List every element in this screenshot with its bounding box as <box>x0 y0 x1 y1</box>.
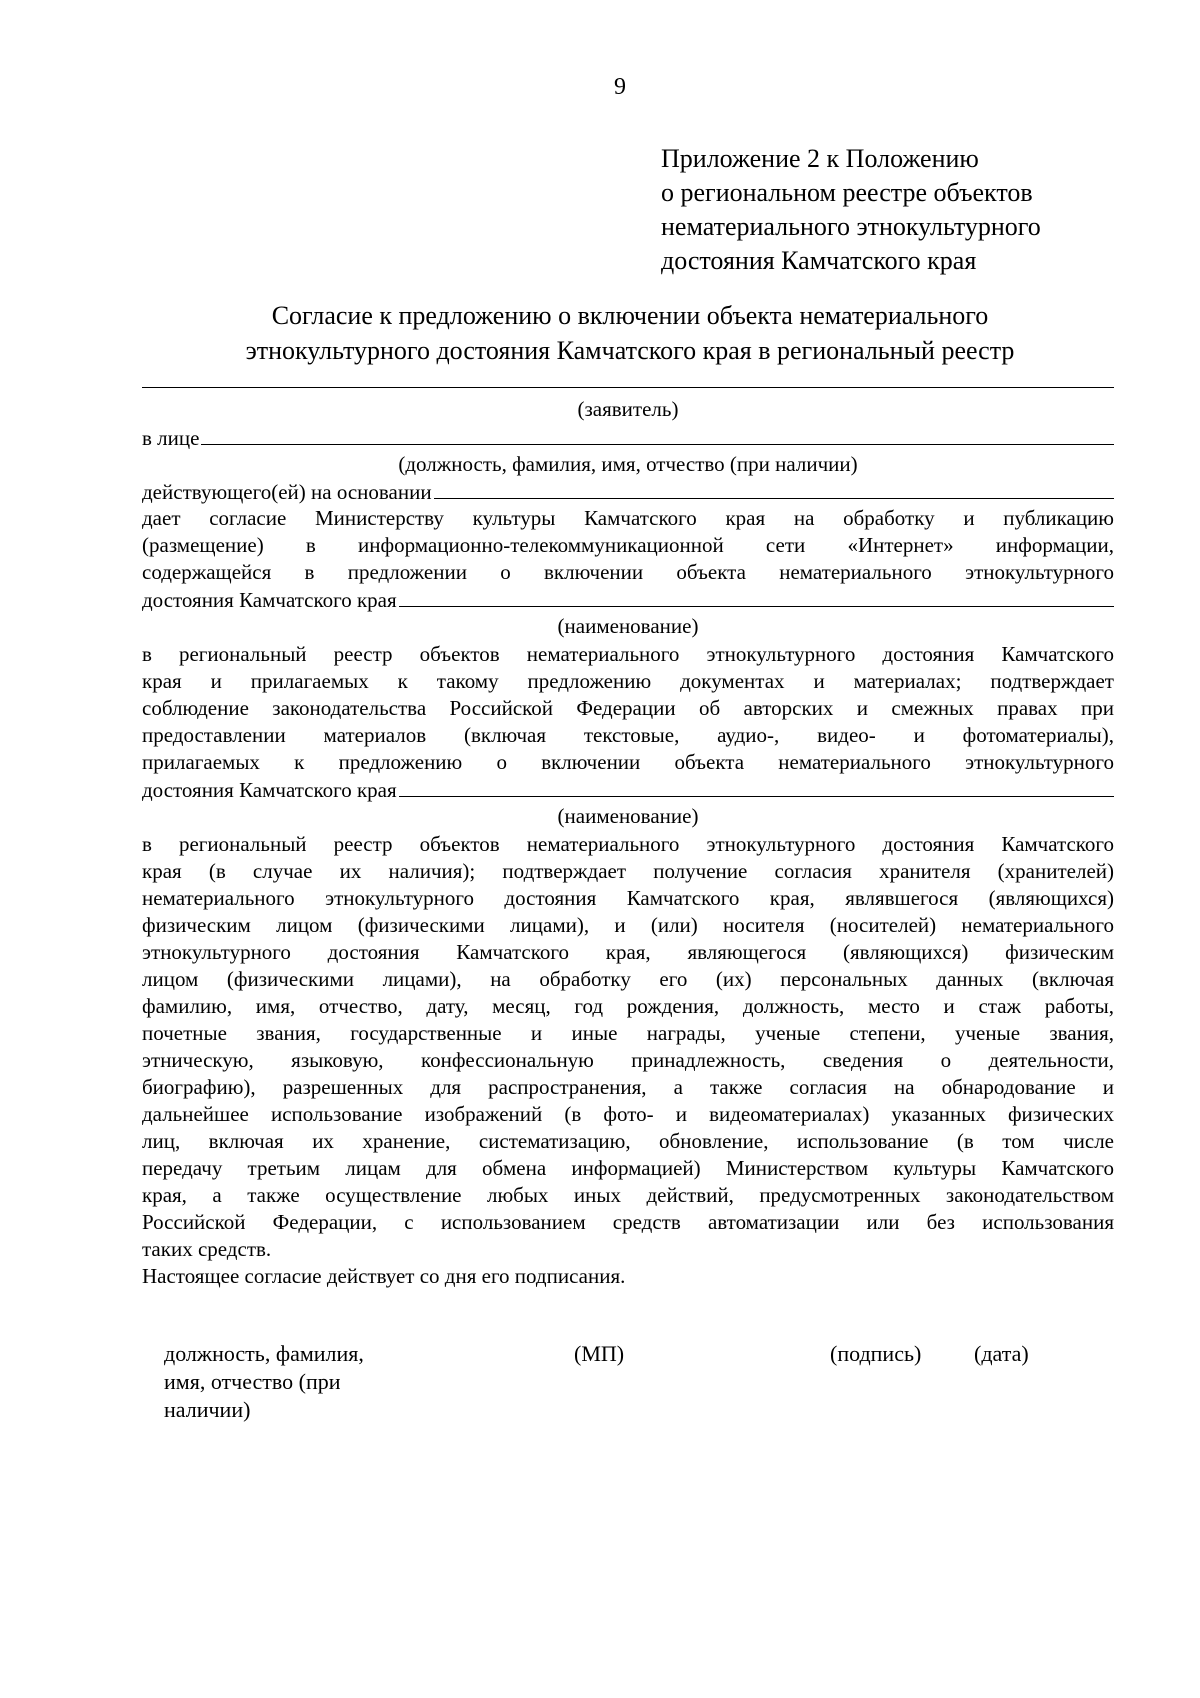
document-title <box>140 298 1120 368</box>
text-line: нематериального этнокультурного достояния Камчатского края, являвшегося (являющихся) <box>142 886 1114 910</box>
representative-field[interactable] <box>142 424 1114 452</box>
appendix-line: о региональном реестре объектов <box>661 178 1033 207</box>
name-caption: (наименование) <box>557 614 699 638</box>
text-line: этническую, языковую, конфессиональную принадлежность, сведения о деятельности, <box>142 1048 1114 1072</box>
signature-label: (подпись) <box>830 1341 922 1366</box>
stamp-label: (МП) <box>574 1341 625 1366</box>
basis-field[interactable] <box>142 478 1114 506</box>
text-line: прилагаемых к предложению о включении объекта нематериального этнокультурного <box>142 750 1114 774</box>
applicant-field-rule[interactable] <box>142 386 1114 388</box>
text-line: лиц, включая их хранение, систематизацию, обновление, использование (в том числе <box>142 1129 1114 1153</box>
appendix-line: Приложение 2 к Положению <box>661 144 979 173</box>
position-caption: (должность, фамилия, имя, отчество (при наличии) <box>398 452 858 476</box>
text-line: в региональный реестр объектов нематериального этнокультурного достояния Камчатского <box>142 832 1114 856</box>
appendix-line: нематериального этнокультурного <box>661 212 1041 241</box>
heritage-name-field-rule[interactable] <box>399 586 1114 607</box>
heritage-name-field-rule[interactable] <box>399 776 1114 797</box>
text-line: биографию), разрешенных для распространения, а также согласия на обнародование и <box>142 1075 1114 1099</box>
representative-field-rule[interactable] <box>201 424 1114 445</box>
text-line: таких средств. <box>142 1237 272 1261</box>
appendix-line: достояния Камчатского края <box>661 246 977 275</box>
text-line: дает согласие Министерству культуры Камчатского края на обработку и публикацию <box>142 506 1114 530</box>
text-line: фамилию, имя, отчество, дату, месяц, год рождения, должность, место и стаж работы, <box>142 994 1114 1018</box>
text-line: лицом (физическими лицами), на обработку его (их) персональных данных (включая <box>142 967 1114 991</box>
text-line: передачу третьим лицам для обмена информацией) Министерством культуры Камчатского <box>142 1156 1114 1180</box>
text-line: содержащейся в предложении о включении объекта нематериального этнокультурного <box>142 560 1114 584</box>
name-caption: (наименование) <box>557 804 699 828</box>
text-line: этнокультурного достояния Камчатского края, являющегося (являющихся) физическим <box>142 940 1114 964</box>
title-line: Согласие к предложению о включении объекта нематериального <box>271 301 989 330</box>
text-line: в региональный реестр объектов нематериального этнокультурного достояния Камчатского <box>142 642 1114 666</box>
heritage-label: достояния Камчатского края <box>142 588 397 612</box>
signature-line: наличии) <box>164 1397 251 1422</box>
text-line: Российской Федерации, с использованием средств автоматизации или без использования <box>142 1210 1114 1234</box>
applicant-caption: (заявитель) <box>577 397 679 421</box>
heritage-name-field[interactable] <box>142 586 1114 614</box>
appendix-header <box>661 142 1161 278</box>
page-number: 9 <box>614 74 626 100</box>
closing-statement: Настоящее согласие действует со дня его подписания. <box>142 1264 626 1288</box>
text-line: края и прилагаемых к такому предложению документах и материалах; подтверждает <box>142 669 1114 693</box>
signature-position-label <box>164 1340 364 1424</box>
text-line: соблюдение законодательства Российской Федерации об авторских и смежных правах при <box>142 696 1114 720</box>
date-label: (дата) <box>974 1341 1029 1366</box>
signature-line: должность, фамилия, <box>164 1341 364 1366</box>
text-line: дальнейшее использование изображений (в фото- и видеоматериалах) указанных физических <box>142 1102 1114 1126</box>
basis-label: действующего(ей) на основании <box>142 480 432 504</box>
representative-label: в лице <box>142 426 200 450</box>
text-line: предоставлении материалов (включая текстовые, аудио-, видео- и фотоматериалы), <box>142 723 1114 747</box>
title-line: этнокультурного достояния Камчатского края в региональный реестр <box>245 336 1015 365</box>
heritage-name-field-2[interactable] <box>142 776 1114 804</box>
text-line: (размещение) в информационно-телекоммуникационной сети «Интернет» информации, <box>142 533 1114 557</box>
heritage-label: достояния Камчатского края <box>142 778 397 802</box>
text-line: почетные звания, государственные и иные награды, ученые степени, ученые звания, <box>142 1021 1114 1045</box>
text-line: края (в случае их наличия); подтверждает получение согласия хранителя (хранителей) <box>142 859 1114 883</box>
text-line: края, а также осуществление любых иных действий, предусмотренных законодательством <box>142 1183 1114 1207</box>
basis-field-rule[interactable] <box>434 478 1114 499</box>
signature-line: имя, отчество (при <box>164 1369 341 1394</box>
text-line: физическим лицом (физическими лицами), и (или) носителя (носителей) нематериального <box>142 913 1114 937</box>
